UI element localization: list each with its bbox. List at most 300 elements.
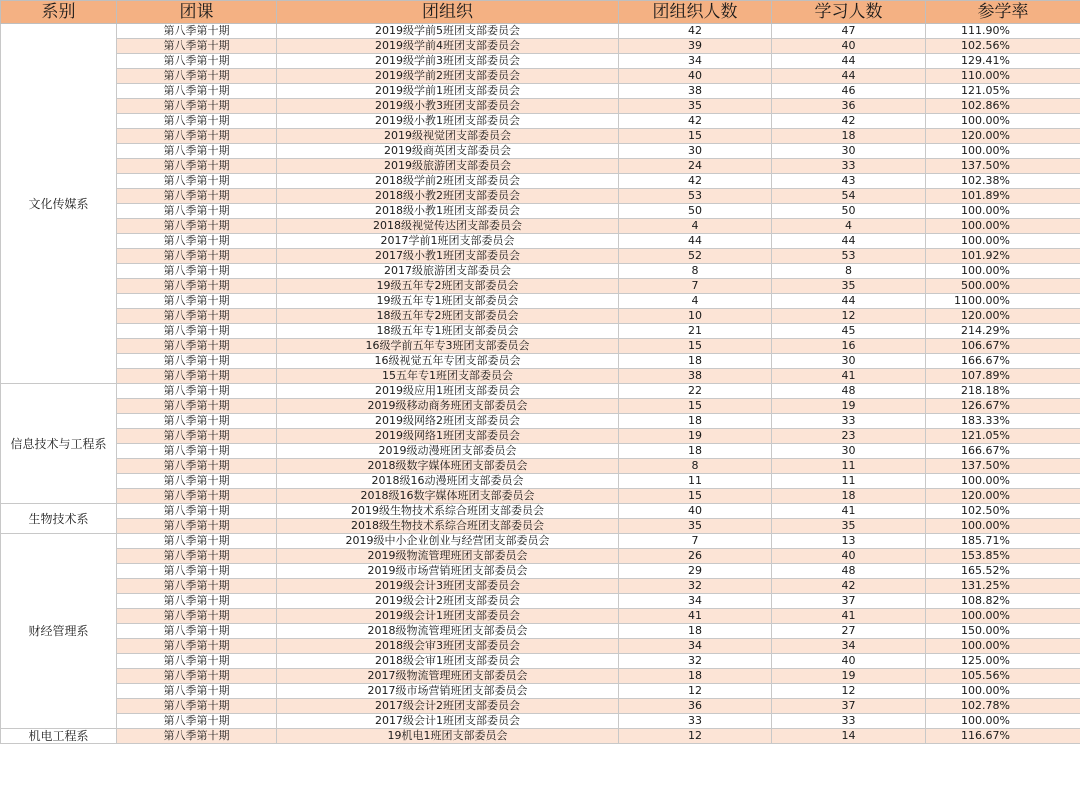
participation-rate-cell: 102.78% bbox=[926, 699, 1080, 714]
org-member-count-cell: 34 bbox=[619, 639, 772, 654]
organization-cell: 2019级市场营销班团支部委员会 bbox=[277, 564, 619, 579]
lesson-cell: 第八季第十期 bbox=[117, 534, 277, 549]
table-body bbox=[1, 24, 1080, 744]
learner-count-cell: 42 bbox=[772, 114, 926, 129]
learner-count-cell: 16 bbox=[772, 339, 926, 354]
participation-rate-cell: 102.50% bbox=[926, 504, 1080, 519]
participation-rate-cell: 126.67% bbox=[926, 399, 1080, 414]
learner-count-cell: 48 bbox=[772, 384, 926, 399]
learner-count-cell: 41 bbox=[772, 609, 926, 624]
learner-count-cell: 12 bbox=[772, 684, 926, 699]
org-member-count-cell: 11 bbox=[619, 474, 772, 489]
lesson-cell: 第八季第十期 bbox=[117, 714, 277, 729]
table-row bbox=[1, 354, 1080, 369]
organization-cell: 2019级学前5班团支部委员会 bbox=[277, 24, 619, 39]
organization-cell: 2017级物流管理班团支部委员会 bbox=[277, 669, 619, 684]
participation-rate-cell: 100.00% bbox=[926, 639, 1080, 654]
table-row bbox=[1, 624, 1080, 639]
participation-rate-cell: 100.00% bbox=[926, 114, 1080, 129]
organization-cell: 2019级会计2班团支部委员会 bbox=[277, 594, 619, 609]
org-member-count-cell: 36 bbox=[619, 699, 772, 714]
learner-count-cell: 30 bbox=[772, 354, 926, 369]
learner-count-cell: 33 bbox=[772, 414, 926, 429]
lesson-cell: 第八季第十期 bbox=[117, 189, 277, 204]
table-row bbox=[1, 144, 1080, 159]
table-row bbox=[1, 264, 1080, 279]
participation-rate-cell: 218.18% bbox=[926, 384, 1080, 399]
participation-rate-cell: 102.86% bbox=[926, 99, 1080, 114]
lesson-cell: 第八季第十期 bbox=[117, 474, 277, 489]
learner-count-cell: 36 bbox=[772, 99, 926, 114]
org-member-count-cell: 7 bbox=[619, 534, 772, 549]
lesson-cell: 第八季第十期 bbox=[117, 99, 277, 114]
header-participation-rate: 参学率 bbox=[926, 1, 1080, 24]
organization-cell: 2019级小教1班团支部委员会 bbox=[277, 114, 619, 129]
organization-cell: 2017级会计1班团支部委员会 bbox=[277, 714, 619, 729]
learner-count-cell: 23 bbox=[772, 429, 926, 444]
organization-cell: 2018级学前2班团支部委员会 bbox=[277, 174, 619, 189]
header-org-member-count: 团组织人数 bbox=[619, 1, 772, 24]
table-row bbox=[1, 159, 1080, 174]
learner-count-cell: 41 bbox=[772, 369, 926, 384]
organization-cell: 2017学前1班团支部委员会 bbox=[277, 234, 619, 249]
lesson-cell: 第八季第十期 bbox=[117, 669, 277, 684]
org-member-count-cell: 19 bbox=[619, 429, 772, 444]
table-row bbox=[1, 684, 1080, 699]
department-cell: 文化传媒系 bbox=[1, 24, 117, 384]
org-member-count-cell: 38 bbox=[619, 369, 772, 384]
lesson-cell: 第八季第十期 bbox=[117, 339, 277, 354]
participation-rate-cell: 120.00% bbox=[926, 129, 1080, 144]
participation-rate-cell: 166.67% bbox=[926, 444, 1080, 459]
table-row bbox=[1, 519, 1080, 534]
learner-count-cell: 11 bbox=[772, 474, 926, 489]
org-member-count-cell: 53 bbox=[619, 189, 772, 204]
organization-cell: 15五年专1班团支部委员会 bbox=[277, 369, 619, 384]
learner-count-cell: 48 bbox=[772, 564, 926, 579]
participation-rate-cell: 185.71% bbox=[926, 534, 1080, 549]
participation-rate-cell: 150.00% bbox=[926, 624, 1080, 639]
participation-rate-cell: 110.00% bbox=[926, 69, 1080, 84]
organization-cell: 2019级学前3班团支部委员会 bbox=[277, 54, 619, 69]
lesson-cell: 第八季第十期 bbox=[117, 609, 277, 624]
org-member-count-cell: 8 bbox=[619, 459, 772, 474]
table-row bbox=[1, 129, 1080, 144]
organization-cell: 2019级移动商务班团支部委员会 bbox=[277, 399, 619, 414]
learner-count-cell: 40 bbox=[772, 39, 926, 54]
lesson-cell: 第八季第十期 bbox=[117, 429, 277, 444]
table-row bbox=[1, 69, 1080, 84]
organization-cell: 2017级会计2班团支部委员会 bbox=[277, 699, 619, 714]
participation-rate-cell: 100.00% bbox=[926, 474, 1080, 489]
organization-cell: 2017级市场营销班团支部委员会 bbox=[277, 684, 619, 699]
org-member-count-cell: 41 bbox=[619, 609, 772, 624]
participation-rate-cell: 105.56% bbox=[926, 669, 1080, 684]
lesson-cell: 第八季第十期 bbox=[117, 234, 277, 249]
participation-rate-cell: 100.00% bbox=[926, 714, 1080, 729]
organization-cell: 16级视觉五年专团支部委员会 bbox=[277, 354, 619, 369]
header-lesson: 团课 bbox=[117, 1, 277, 24]
lesson-cell: 第八季第十期 bbox=[117, 204, 277, 219]
organization-cell: 2019级旅游团支部委员会 bbox=[277, 159, 619, 174]
learner-count-cell: 11 bbox=[772, 459, 926, 474]
organization-cell: 2019级学前1班团支部委员会 bbox=[277, 84, 619, 99]
participation-rate-cell: 101.92% bbox=[926, 249, 1080, 264]
header-learner-count: 学习人数 bbox=[772, 1, 926, 24]
organization-cell: 2018级物流管理班团支部委员会 bbox=[277, 624, 619, 639]
learner-count-cell: 12 bbox=[772, 309, 926, 324]
org-member-count-cell: 4 bbox=[619, 294, 772, 309]
org-member-count-cell: 50 bbox=[619, 204, 772, 219]
participation-rate-cell: 100.00% bbox=[926, 234, 1080, 249]
learner-count-cell: 47 bbox=[772, 24, 926, 39]
participation-rate-cell: 120.00% bbox=[926, 489, 1080, 504]
org-member-count-cell: 15 bbox=[619, 489, 772, 504]
table-row bbox=[1, 489, 1080, 504]
table-row bbox=[1, 54, 1080, 69]
participation-rate-cell: 500.00% bbox=[926, 279, 1080, 294]
org-member-count-cell: 8 bbox=[619, 264, 772, 279]
organization-cell: 2019级视觉团支部委员会 bbox=[277, 129, 619, 144]
learner-count-cell: 46 bbox=[772, 84, 926, 99]
org-member-count-cell: 18 bbox=[619, 354, 772, 369]
org-member-count-cell: 42 bbox=[619, 114, 772, 129]
participation-rate-cell: 166.67% bbox=[926, 354, 1080, 369]
learner-count-cell: 53 bbox=[772, 249, 926, 264]
organization-cell: 2019级网络2班团支部委员会 bbox=[277, 414, 619, 429]
lesson-cell: 第八季第十期 bbox=[117, 444, 277, 459]
participation-rate-cell: 102.38% bbox=[926, 174, 1080, 189]
learner-count-cell: 35 bbox=[772, 519, 926, 534]
learner-count-cell: 35 bbox=[772, 279, 926, 294]
lesson-cell: 第八季第十期 bbox=[117, 309, 277, 324]
org-member-count-cell: 15 bbox=[619, 339, 772, 354]
table-row bbox=[1, 369, 1080, 384]
lesson-cell: 第八季第十期 bbox=[117, 504, 277, 519]
learner-count-cell: 13 bbox=[772, 534, 926, 549]
organization-cell: 2018级16动漫班团支部委员会 bbox=[277, 474, 619, 489]
table-row bbox=[1, 609, 1080, 624]
participation-rate-cell: 129.41% bbox=[926, 54, 1080, 69]
participation-rate-cell: 121.05% bbox=[926, 84, 1080, 99]
organization-cell: 2019级物流管理班团支部委员会 bbox=[277, 549, 619, 564]
table-row bbox=[1, 459, 1080, 474]
organization-cell: 2018级会审1班团支部委员会 bbox=[277, 654, 619, 669]
lesson-cell: 第八季第十期 bbox=[117, 519, 277, 534]
org-member-count-cell: 12 bbox=[619, 729, 772, 744]
lesson-cell: 第八季第十期 bbox=[117, 489, 277, 504]
table-row bbox=[1, 294, 1080, 309]
lesson-cell: 第八季第十期 bbox=[117, 84, 277, 99]
lesson-cell: 第八季第十期 bbox=[117, 324, 277, 339]
table-row bbox=[1, 399, 1080, 414]
participation-rate-cell: 137.50% bbox=[926, 159, 1080, 174]
org-member-count-cell: 44 bbox=[619, 234, 772, 249]
organization-cell: 2018级16数字媒体班团支部委员会 bbox=[277, 489, 619, 504]
learner-count-cell: 40 bbox=[772, 654, 926, 669]
org-member-count-cell: 15 bbox=[619, 129, 772, 144]
lesson-cell: 第八季第十期 bbox=[117, 549, 277, 564]
organization-cell: 19级五年专1班团支部委员会 bbox=[277, 294, 619, 309]
lesson-cell: 第八季第十期 bbox=[117, 279, 277, 294]
lesson-cell: 第八季第十期 bbox=[117, 654, 277, 669]
participation-rate-cell: 125.00% bbox=[926, 654, 1080, 669]
org-member-count-cell: 24 bbox=[619, 159, 772, 174]
lesson-cell: 第八季第十期 bbox=[117, 684, 277, 699]
organization-cell: 18级五年专1班团支部委员会 bbox=[277, 324, 619, 339]
table-row bbox=[1, 729, 1080, 744]
table-row bbox=[1, 429, 1080, 444]
table-row bbox=[1, 204, 1080, 219]
organization-cell: 2017级小教1班团支部委员会 bbox=[277, 249, 619, 264]
org-member-count-cell: 40 bbox=[619, 504, 772, 519]
participation-rate-cell: 107.89% bbox=[926, 369, 1080, 384]
learner-count-cell: 37 bbox=[772, 699, 926, 714]
org-member-count-cell: 29 bbox=[619, 564, 772, 579]
learner-count-cell: 37 bbox=[772, 594, 926, 609]
org-member-count-cell: 40 bbox=[619, 69, 772, 84]
participation-rate-cell: 106.67% bbox=[926, 339, 1080, 354]
organization-cell: 2019级生物技术系综合班团支部委员会 bbox=[277, 504, 619, 519]
org-member-count-cell: 18 bbox=[619, 624, 772, 639]
department-cell: 信息技术与工程系 bbox=[1, 384, 117, 504]
lesson-cell: 第八季第十期 bbox=[117, 699, 277, 714]
lesson-cell: 第八季第十期 bbox=[117, 24, 277, 39]
lesson-cell: 第八季第十期 bbox=[117, 174, 277, 189]
table-row bbox=[1, 234, 1080, 249]
organization-cell: 2019级会计1班团支部委员会 bbox=[277, 609, 619, 624]
lesson-cell: 第八季第十期 bbox=[117, 54, 277, 69]
table-row bbox=[1, 279, 1080, 294]
organization-cell: 2019级会计3班团支部委员会 bbox=[277, 579, 619, 594]
org-member-count-cell: 12 bbox=[619, 684, 772, 699]
table-row bbox=[1, 474, 1080, 489]
learner-count-cell: 43 bbox=[772, 174, 926, 189]
org-member-count-cell: 35 bbox=[619, 99, 772, 114]
lesson-cell: 第八季第十期 bbox=[117, 144, 277, 159]
participation-rate-cell: 131.25% bbox=[926, 579, 1080, 594]
org-member-count-cell: 34 bbox=[619, 54, 772, 69]
participation-rate-cell: 120.00% bbox=[926, 309, 1080, 324]
organization-cell: 2019级动漫班团支部委员会 bbox=[277, 444, 619, 459]
table-row bbox=[1, 219, 1080, 234]
participation-rate-cell: 214.29% bbox=[926, 324, 1080, 339]
department-cell: 生物技术系 bbox=[1, 504, 117, 534]
learner-count-cell: 8 bbox=[772, 264, 926, 279]
org-member-count-cell: 32 bbox=[619, 654, 772, 669]
participation-rate-cell: 153.85% bbox=[926, 549, 1080, 564]
lesson-cell: 第八季第十期 bbox=[117, 249, 277, 264]
lesson-cell: 第八季第十期 bbox=[117, 414, 277, 429]
org-member-count-cell: 35 bbox=[619, 519, 772, 534]
learner-count-cell: 4 bbox=[772, 219, 926, 234]
organization-cell: 2019级学前4班团支部委员会 bbox=[277, 39, 619, 54]
department-cell: 机电工程系 bbox=[1, 729, 117, 744]
learner-count-cell: 44 bbox=[772, 294, 926, 309]
org-member-count-cell: 18 bbox=[619, 414, 772, 429]
learner-count-cell: 44 bbox=[772, 69, 926, 84]
organization-cell: 2019级商英团支部委员会 bbox=[277, 144, 619, 159]
org-member-count-cell: 26 bbox=[619, 549, 772, 564]
lesson-cell: 第八季第十期 bbox=[117, 219, 277, 234]
org-member-count-cell: 42 bbox=[619, 24, 772, 39]
lesson-cell: 第八季第十期 bbox=[117, 639, 277, 654]
table-row bbox=[1, 99, 1080, 114]
participation-rate-cell: 100.00% bbox=[926, 144, 1080, 159]
table-row bbox=[1, 549, 1080, 564]
table-row bbox=[1, 324, 1080, 339]
learner-count-cell: 34 bbox=[772, 639, 926, 654]
table-row bbox=[1, 309, 1080, 324]
participation-rate-cell: 137.50% bbox=[926, 459, 1080, 474]
organization-cell: 19级五年专2班团支部委员会 bbox=[277, 279, 619, 294]
organization-cell: 2019级小教3班团支部委员会 bbox=[277, 99, 619, 114]
table-row bbox=[1, 654, 1080, 669]
learner-count-cell: 45 bbox=[772, 324, 926, 339]
table-row bbox=[1, 534, 1080, 549]
learner-count-cell: 44 bbox=[772, 54, 926, 69]
header-row bbox=[1, 1, 1080, 24]
table-row bbox=[1, 579, 1080, 594]
lesson-cell: 第八季第十期 bbox=[117, 624, 277, 639]
org-member-count-cell: 7 bbox=[619, 279, 772, 294]
organization-cell: 2019级网络1班团支部委员会 bbox=[277, 429, 619, 444]
header-department: 系别 bbox=[1, 1, 117, 24]
participation-rate-cell: 101.89% bbox=[926, 189, 1080, 204]
table-row bbox=[1, 84, 1080, 99]
table-row bbox=[1, 189, 1080, 204]
org-member-count-cell: 15 bbox=[619, 399, 772, 414]
lesson-cell: 第八季第十期 bbox=[117, 564, 277, 579]
organization-cell: 2018级小教2班团支部委员会 bbox=[277, 189, 619, 204]
table-row bbox=[1, 714, 1080, 729]
lesson-cell: 第八季第十期 bbox=[117, 39, 277, 54]
participation-rate-cell: 100.00% bbox=[926, 519, 1080, 534]
table-row bbox=[1, 24, 1080, 39]
participation-rate-cell: 183.33% bbox=[926, 414, 1080, 429]
org-member-count-cell: 21 bbox=[619, 324, 772, 339]
organization-cell: 2017级旅游团支部委员会 bbox=[277, 264, 619, 279]
table-row bbox=[1, 174, 1080, 189]
participation-rate-cell: 165.52% bbox=[926, 564, 1080, 579]
organization-cell: 2018级会审3班团支部委员会 bbox=[277, 639, 619, 654]
participation-rate-cell: 121.05% bbox=[926, 429, 1080, 444]
organization-cell: 2019级学前2班团支部委员会 bbox=[277, 69, 619, 84]
learner-count-cell: 19 bbox=[772, 399, 926, 414]
org-member-count-cell: 32 bbox=[619, 579, 772, 594]
org-member-count-cell: 33 bbox=[619, 714, 772, 729]
org-member-count-cell: 30 bbox=[619, 144, 772, 159]
learner-count-cell: 50 bbox=[772, 204, 926, 219]
organization-cell: 2018级小教1班团支部委员会 bbox=[277, 204, 619, 219]
learner-count-cell: 14 bbox=[772, 729, 926, 744]
table-row bbox=[1, 699, 1080, 714]
organization-cell: 2019级应用1班团支部委员会 bbox=[277, 384, 619, 399]
org-member-count-cell: 10 bbox=[619, 309, 772, 324]
learner-count-cell: 40 bbox=[772, 549, 926, 564]
table-row bbox=[1, 39, 1080, 54]
organization-cell: 2018级数字媒体班团支部委员会 bbox=[277, 459, 619, 474]
table-row bbox=[1, 114, 1080, 129]
lesson-cell: 第八季第十期 bbox=[117, 159, 277, 174]
learner-count-cell: 41 bbox=[772, 504, 926, 519]
org-member-count-cell: 4 bbox=[619, 219, 772, 234]
table-row bbox=[1, 339, 1080, 354]
lesson-cell: 第八季第十期 bbox=[117, 399, 277, 414]
table-row bbox=[1, 414, 1080, 429]
table-row bbox=[1, 669, 1080, 684]
learner-count-cell: 54 bbox=[772, 189, 926, 204]
participation-rate-cell: 102.56% bbox=[926, 39, 1080, 54]
lesson-cell: 第八季第十期 bbox=[117, 369, 277, 384]
lesson-cell: 第八季第十期 bbox=[117, 459, 277, 474]
organization-cell: 2018级生物技术系综合班团支部委员会 bbox=[277, 519, 619, 534]
participation-rate-cell: 100.00% bbox=[926, 219, 1080, 234]
organization-cell: 2018级视觉传达团支部委员会 bbox=[277, 219, 619, 234]
table-row bbox=[1, 639, 1080, 654]
lesson-cell: 第八季第十期 bbox=[117, 294, 277, 309]
table-row bbox=[1, 384, 1080, 399]
org-member-count-cell: 52 bbox=[619, 249, 772, 264]
learner-count-cell: 30 bbox=[772, 444, 926, 459]
participation-rate-cell: 116.67% bbox=[926, 729, 1080, 744]
lesson-cell: 第八季第十期 bbox=[117, 354, 277, 369]
table-row bbox=[1, 504, 1080, 519]
org-member-count-cell: 39 bbox=[619, 39, 772, 54]
learner-count-cell: 33 bbox=[772, 714, 926, 729]
org-member-count-cell: 22 bbox=[619, 384, 772, 399]
participation-rate-cell: 108.82% bbox=[926, 594, 1080, 609]
learner-count-cell: 18 bbox=[772, 489, 926, 504]
lesson-cell: 第八季第十期 bbox=[117, 114, 277, 129]
organization-cell: 16级学前五年专3班团支部委员会 bbox=[277, 339, 619, 354]
participation-rate-cell: 1100.00% bbox=[926, 294, 1080, 309]
table-row bbox=[1, 444, 1080, 459]
lesson-cell: 第八季第十期 bbox=[117, 729, 277, 744]
learner-count-cell: 30 bbox=[772, 144, 926, 159]
table-row bbox=[1, 564, 1080, 579]
learner-count-cell: 27 bbox=[772, 624, 926, 639]
learner-count-cell: 42 bbox=[772, 579, 926, 594]
org-member-count-cell: 18 bbox=[619, 444, 772, 459]
learner-count-cell: 44 bbox=[772, 234, 926, 249]
participation-rate-cell: 100.00% bbox=[926, 684, 1080, 699]
header-organization: 团组织 bbox=[277, 1, 619, 24]
table-row bbox=[1, 594, 1080, 609]
org-member-count-cell: 34 bbox=[619, 594, 772, 609]
learner-count-cell: 33 bbox=[772, 159, 926, 174]
participation-rate-cell: 111.90% bbox=[926, 24, 1080, 39]
lesson-cell: 第八季第十期 bbox=[117, 579, 277, 594]
org-member-count-cell: 18 bbox=[619, 669, 772, 684]
org-member-count-cell: 42 bbox=[619, 174, 772, 189]
org-member-count-cell: 38 bbox=[619, 84, 772, 99]
lesson-cell: 第八季第十期 bbox=[117, 69, 277, 84]
learner-count-cell: 18 bbox=[772, 129, 926, 144]
lesson-cell: 第八季第十期 bbox=[117, 384, 277, 399]
lesson-cell: 第八季第十期 bbox=[117, 129, 277, 144]
lesson-cell: 第八季第十期 bbox=[117, 264, 277, 279]
organization-cell: 18级五年专2班团支部委员会 bbox=[277, 309, 619, 324]
participation-rate-cell: 100.00% bbox=[926, 204, 1080, 219]
table-row bbox=[1, 249, 1080, 264]
learner-count-cell: 19 bbox=[772, 669, 926, 684]
organization-cell: 19机电1班团支部委员会 bbox=[277, 729, 619, 744]
lesson-cell: 第八季第十期 bbox=[117, 594, 277, 609]
department-cell: 财经管理系 bbox=[1, 534, 117, 729]
participation-rate-cell: 100.00% bbox=[926, 264, 1080, 279]
organization-cell: 2019级中小企业创业与经营团支部委员会 bbox=[277, 534, 619, 549]
